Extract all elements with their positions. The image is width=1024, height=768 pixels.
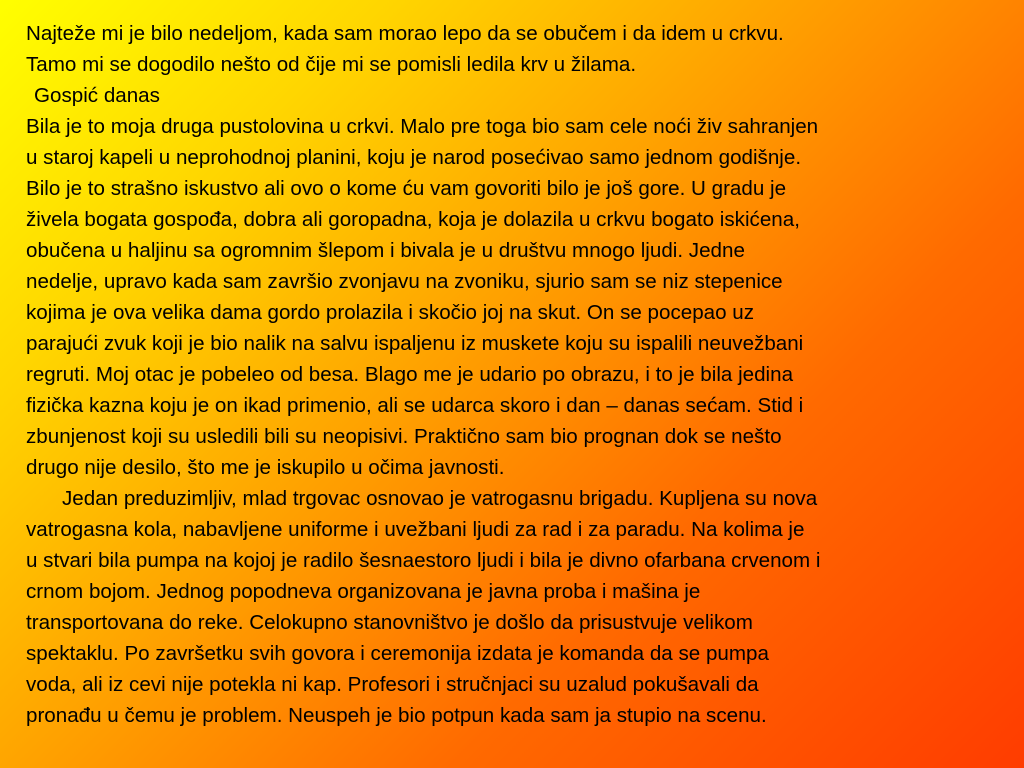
paragraph2-line: u stvari bila pumpa na kojoj je radilo šesnaestoro ljudi i bila je divno ofarbana crvenom i — [26, 549, 821, 572]
paragraph1-line: regruti. Moj otac je pobeleo od besa. Blago me je udario po obrazu, i to je bila jedina — [26, 363, 794, 386]
paragraph2-line: Jedan preduzimljiv, mlad trgovac osnovao je vatrogasnu brigadu. Kupljena su nova — [62, 487, 818, 510]
paragraph2-line: vatrogasna kola, nabavljene uniforme i uvežbani ljudi za rad i za paradu. Na kolima je — [26, 518, 805, 541]
paragraph1-line: drugo nije desilo, što me je iskupilo u očima javnosti. — [26, 456, 505, 479]
paragraph1-line: parajući zvuk koji je bio nalik na salvu ispaljenu iz muskete koju su ispalili neuvežbani — [26, 332, 804, 355]
paragraph1-line: kojima je ova velika dama gordo prolazila i skočio joj na skut. On se pocepao uz — [26, 301, 755, 324]
section-heading: Gospić danas — [34, 84, 160, 107]
intro-line: Najteže mi je bilo nedeljom, kada sam morao lepo da se obučem i da idem u crkvu. — [26, 22, 784, 45]
paragraph2-line: spektaklu. Po završetku svih govora i ceremonija izdata je komanda da se pumpa — [26, 642, 769, 665]
paragraph1-line: obučena u haljinu sa ogromnim šlepom i bivala je u društvu mnogo ljudi. Jedne — [26, 239, 745, 262]
paragraph1-line: zbunjenost koji su usledili bili su neopisivi. Praktično sam bio prognan dok se nešto — [26, 425, 782, 448]
intro-line: Tamo mi se dogodilo nešto od čije mi se pomisli ledila krv u žilama. — [26, 53, 637, 76]
paragraph1-line: živela bogata gospođa, dobra ali goropadna, koja je dolazila u crkvu bogato iskićena, — [26, 208, 800, 231]
paragraph1-line: nedelje, upravo kada sam završio zvonjavu na zvoniku, sjurio sam se niz stepenice — [26, 270, 783, 293]
paragraph1-line: Bila je to moja druga pustolovina u crkvi. Malo pre toga bio sam cele noći živ sahranjen — [26, 115, 819, 138]
paragraph2-line: pronađu u čemu je problem. Neuspeh je bio potpun kada sam ja stupio na scenu. — [26, 704, 767, 727]
paragraph1-line: fizička kazna koju je on ikad primenio, ali se udarca skoro i dan – danas sećam. Stid i — [26, 394, 804, 417]
paragraph2-line: crnom bojom. Jednog popodneva organizovana je javna proba i mašina je — [26, 580, 701, 603]
paragraph2-line: transportovana do reke. Celokupno stanovništvo je došlo da prisustvuje velikom — [26, 611, 753, 634]
paragraph1-line: u staroj kapeli u neprohodnoj planini, koju je narod posećivao samo jednom godišnje. — [26, 146, 802, 169]
paragraph2-line: voda, ali iz cevi nije potekla ni kap. Profesori i stručnjaci su uzalud pokušavali da — [26, 673, 759, 696]
paragraph1-line: Bilo je to strašno iskustvo ali ovo o kome ću vam govoriti bilo je još gore. U gradu je — [26, 177, 787, 200]
body-text — [26, 18, 1018, 731]
